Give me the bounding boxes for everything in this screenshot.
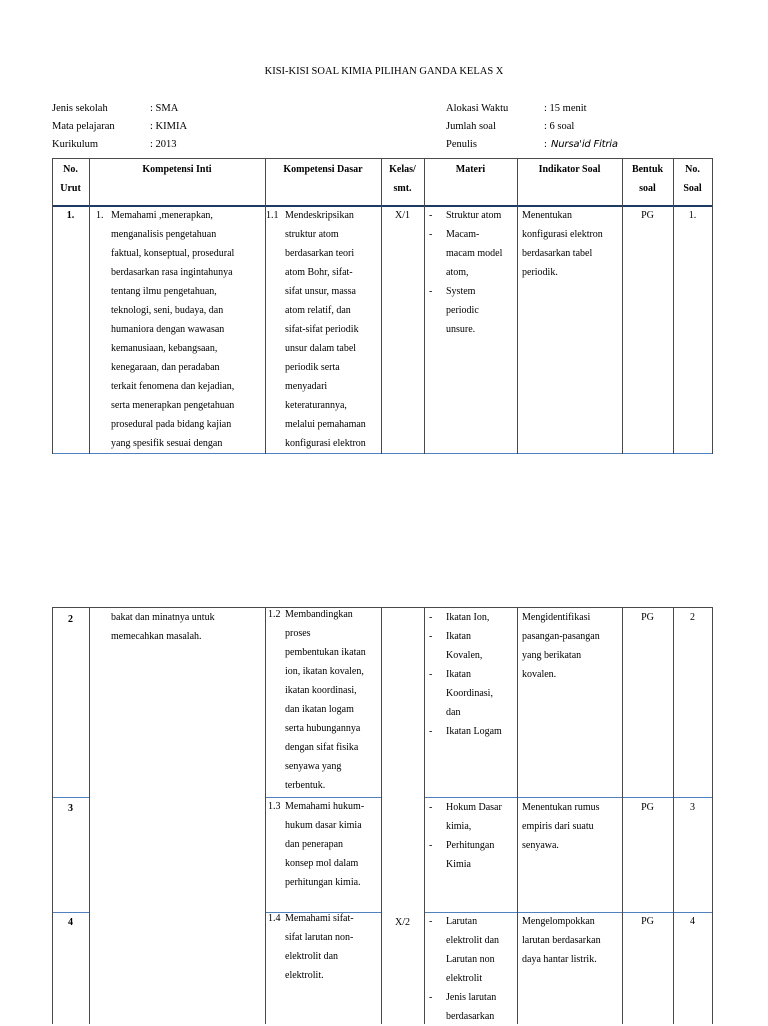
materi-list — [429, 608, 517, 741]
author-signature: Nursa'id Fitria — [551, 139, 618, 150]
kompetensi-dasar-text: 1.1 Mendeskripsikan struktur atom berdasarkan teori atom Bohr, sifat- sifat unsur, massa atom relatif, dan sifat-sifat periodik unsur dalam tabel periodik serta menyadari keteraturannya, melalui pemahaman konfigurasi elektron — [266, 210, 366, 449]
indikator-soal: Mengelompokkan larutan berdasarkan daya hantar listrik. — [522, 916, 601, 965]
kompetensi-dasar-text: 1.4 Memahami sifat- sifat larutan non- elektrolit dan elektrolit. — [268, 913, 354, 981]
nomor-soal: 3 — [690, 802, 695, 813]
list-item: - Perhitungan Kimia — [429, 836, 517, 874]
kompetensi-inti-continuation: bakat dan minatnya untuk memecahkan masalah. — [111, 612, 215, 642]
info-value-school: : SMA — [150, 103, 179, 114]
info-label-count: Jumlah soal — [446, 121, 496, 132]
header-bentuk-soal: Bentuk soal — [631, 164, 664, 194]
row-number: 4 — [68, 917, 73, 928]
list-item: - Ikatan Kovalen, — [429, 627, 517, 665]
info-value-time: : 15 menit — [544, 103, 587, 114]
header-no-urut: No. Urut — [60, 164, 81, 194]
bentuk-soal: PG — [641, 802, 654, 813]
materi-list — [429, 912, 517, 1026]
bentuk-soal: PG — [641, 612, 654, 623]
indikator-soal: Menentukan rumus empiris dari suatu senyawa. — [522, 802, 600, 851]
row-number: 3 — [68, 803, 73, 814]
info-label-subject: Mata pelajaran — [52, 121, 115, 132]
info-value-author-colon: : — [544, 139, 547, 150]
header-indikator-soal: Indikator Soal — [538, 164, 601, 175]
list-item: - Hokum Dasar kimia, — [429, 798, 517, 836]
list-item: - Ikatan Logam — [429, 722, 517, 741]
document-title: KISI-KISI SOAL KIMIA PILIHAN GANDA KELAS X — [264, 66, 504, 77]
header-materi: Materi — [455, 164, 486, 175]
kompetensi-dasar-text: 1.2 Membandingkan proses pembentukan ikatan ion, ikatan kovalen, ikatan koordinasi, dan ikatan logam serta hubungannya dengan sifat fisika senyawa yang terbentuk. — [268, 609, 366, 791]
list-item: - Ikatan Koordinasi, dan — [429, 665, 517, 722]
list-item: - Struktur atom — [429, 206, 517, 225]
info-label-school: Jenis sekolah — [52, 103, 108, 114]
info-label-author: Penulis — [446, 139, 477, 150]
header-kompetensi-inti: Kompetensi Inti — [142, 164, 212, 175]
kompetensi-inti-text: 1. Memahami ,menerapkan, menganalisis pengetahuan faktual, konseptual, prosedural berdasarkan rasa ingintahunya tentang ilmu pengetahuan, teknologi, seni, budaya, dan humaniora dengan wawasan kemanusiaan, kebangsaan, kenegaraan, dan peradaban terkait fenomena dan kejadian, serta menerapkan pengetahuan prosedural pada bidang kajian yang spesifik sesuai dengan — [96, 210, 235, 449]
info-label-time: Alokasi Waktu — [446, 103, 509, 114]
info-value-subject: : KIMIA — [150, 121, 188, 132]
list-item: - System periodic unsure. — [429, 282, 517, 339]
kelas-semester: X/2 — [395, 917, 410, 928]
materi-list — [429, 206, 517, 339]
list-item: - Ikatan Ion, — [429, 608, 517, 627]
header-kompetensi-dasar: Kompetensi Dasar — [283, 164, 363, 175]
indikator-soal: Mengidentifikasi pasangan-pasangan yang berikatan kovalen. — [522, 612, 600, 680]
list-item: - Larutan elektrolit dan Larutan non elektrolit — [429, 912, 517, 988]
indikator-soal: Menentukan konfigurasi elektron berdasarkan tabel periodik. — [522, 210, 603, 278]
row-number: 1. — [66, 210, 75, 221]
bentuk-soal: PG — [641, 210, 654, 221]
info-value-count: : 6 soal — [544, 121, 575, 132]
row-number: 2 — [68, 614, 73, 625]
kompetensi-dasar-text: 1.3 Memahami hukum- hukum dasar kimia dan penerapan konsep mol dalam perhitungan kimia. — [268, 801, 365, 888]
nomor-soal: 4 — [690, 916, 695, 927]
nomor-soal: 2 — [690, 612, 695, 623]
list-item: - Macam- macam model atom, — [429, 225, 517, 282]
list-item: - Jenis larutan berdasarkan — [429, 988, 517, 1026]
materi-list — [429, 798, 517, 874]
nomor-soal: 1. — [688, 210, 697, 221]
kelas-semester: X/1 — [395, 210, 410, 221]
info-label-curriculum: Kurikulum — [52, 139, 99, 150]
header-no-soal: No. Soal — [683, 164, 702, 194]
info-value-curriculum: : 2013 — [150, 139, 177, 150]
header-kelas-smt: Kelas/ smt. — [389, 164, 416, 194]
bentuk-soal: PG — [641, 916, 654, 927]
